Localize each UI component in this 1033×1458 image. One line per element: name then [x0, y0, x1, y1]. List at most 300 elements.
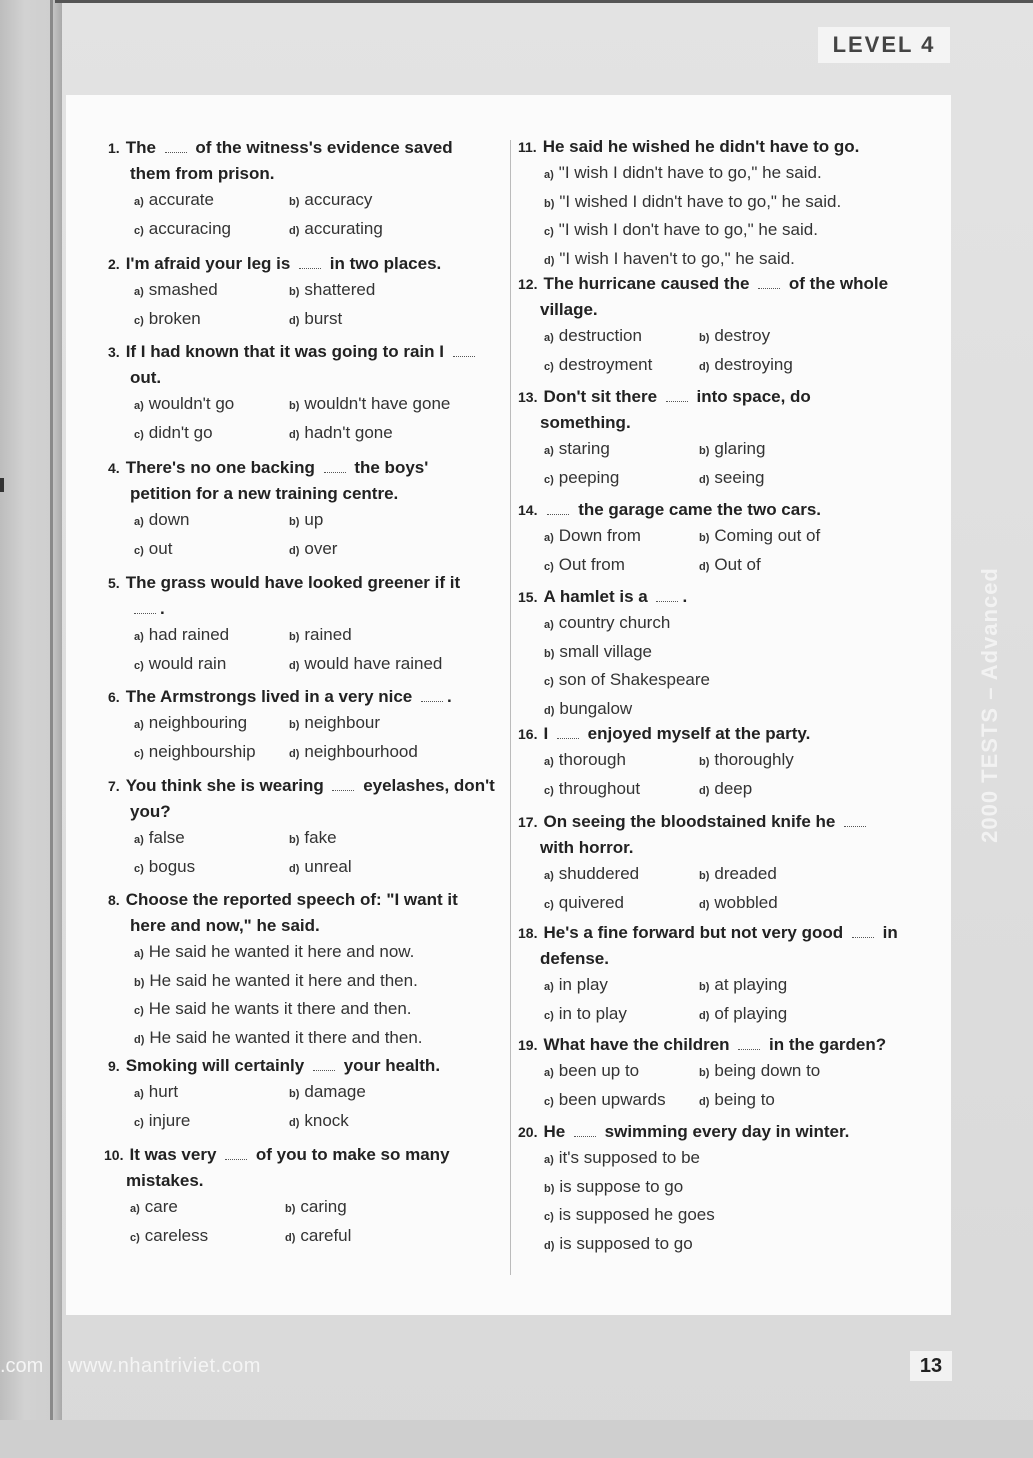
answer-option[interactable] [289, 420, 489, 449]
answer-option[interactable] [699, 747, 899, 776]
answer-option[interactable] [544, 552, 699, 581]
option-text: "I wished I didn't have to go," he said. [559, 191, 842, 211]
answer-blank [453, 346, 475, 357]
option-letter: c) [544, 1211, 554, 1223]
option-letter: b) [289, 631, 300, 643]
answer-option[interactable] [134, 1108, 289, 1137]
answer-option[interactable] [544, 352, 699, 381]
option-letter: b) [289, 286, 300, 298]
answer-option[interactable] [544, 1087, 699, 1116]
answer-options [518, 861, 899, 918]
answer-option[interactable] [134, 507, 289, 536]
option-letter: a) [134, 516, 144, 528]
option-letter: c) [134, 224, 144, 237]
option-letter: d) [699, 360, 710, 373]
answer-option[interactable] [134, 939, 494, 968]
question-stem-line [518, 809, 899, 835]
answer-options [518, 523, 899, 580]
option-text: thoroughly [714, 750, 794, 769]
option-text: wouldn't go [148, 394, 235, 413]
question-text: defense. [540, 949, 609, 968]
option-text: didn't go [148, 422, 213, 442]
option-text: out [148, 538, 173, 558]
option-letter: b) [289, 1088, 300, 1100]
option-text: accuracing [148, 218, 231, 238]
answer-option[interactable] [544, 160, 904, 189]
answer-option[interactable] [289, 216, 489, 245]
question-number: 16. [518, 726, 538, 742]
answer-option[interactable] [544, 1145, 904, 1174]
answer-blank [574, 1126, 596, 1137]
option-letter: b) [699, 532, 710, 544]
option-text: Out from [558, 554, 625, 574]
question-text: swimming every day in winter. [599, 1122, 850, 1141]
question-9 [108, 1053, 489, 1136]
option-text: up [304, 510, 324, 529]
question-number: 8. [108, 892, 120, 908]
option-letter: c) [134, 1005, 144, 1017]
question-text: He [543, 1122, 570, 1141]
answer-option[interactable] [699, 465, 899, 494]
answer-option[interactable] [289, 854, 489, 883]
footer-url[interactable]: www.nhantriviet.com [68, 1355, 261, 1377]
question-number: 19. [518, 1037, 538, 1053]
question-stem-line [108, 596, 489, 622]
answer-option[interactable] [285, 1223, 485, 1252]
option-text: down [148, 510, 190, 529]
answer-option[interactable] [544, 323, 699, 352]
option-letter: d) [134, 1033, 145, 1046]
answer-option[interactable] [134, 187, 289, 216]
option-letter: a) [544, 169, 554, 181]
question-stem-line [518, 584, 904, 610]
question-stem-line [518, 297, 899, 323]
option-text: had rained [148, 625, 230, 644]
question-number: 12. [518, 276, 538, 292]
answer-options [108, 710, 489, 767]
answer-option[interactable] [289, 391, 489, 420]
option-letter: d) [285, 1231, 296, 1244]
option-letter: d) [544, 254, 555, 267]
question-18 [518, 920, 899, 1029]
answer-option[interactable] [134, 622, 289, 651]
option-text: rained [304, 625, 352, 644]
question-text: in the garden? [764, 1035, 887, 1054]
option-text: injure [148, 1110, 191, 1130]
option-letter: a) [134, 286, 144, 298]
option-letter: a) [134, 400, 144, 412]
answer-option[interactable] [544, 1001, 699, 1030]
option-text: He said he wanted it there and then. [149, 1027, 423, 1047]
question-19 [518, 1032, 899, 1115]
answer-option[interactable] [544, 217, 904, 246]
answer-option[interactable] [134, 825, 289, 854]
answer-option[interactable] [544, 465, 699, 494]
answer-option[interactable] [699, 1001, 899, 1030]
answer-option[interactable] [134, 536, 289, 565]
question-stem-line [518, 946, 899, 972]
question-stem-line [518, 497, 899, 523]
option-text: been upwards [558, 1089, 666, 1109]
option-letter: a) [544, 1067, 554, 1079]
option-letter: c) [544, 898, 554, 911]
question-14 [518, 497, 899, 580]
option-letter: c) [134, 1116, 144, 1129]
question-text: here and now," he said. [130, 916, 320, 935]
answer-option[interactable] [134, 710, 289, 739]
question-number: 6. [108, 689, 120, 705]
question-stem-line [518, 721, 899, 747]
answer-option[interactable] [544, 436, 699, 465]
question-text: What have the children [543, 1035, 735, 1054]
option-letter: a) [544, 870, 554, 882]
question-1 [108, 135, 489, 244]
answer-option[interactable] [699, 552, 899, 581]
question-text: petition for a new training centre. [130, 484, 399, 503]
answer-option[interactable] [699, 776, 899, 805]
answer-blank [332, 780, 354, 791]
answer-option[interactable] [289, 306, 489, 335]
answer-option[interactable] [699, 972, 899, 1001]
option-letter: a) [134, 834, 144, 846]
footer-url-fragment: .com [0, 1355, 44, 1377]
question-stem-line [104, 1168, 485, 1194]
question-text: in two places. [325, 254, 442, 273]
question-stem-line [108, 455, 489, 481]
question-text: something. [540, 413, 631, 432]
answer-option[interactable] [699, 323, 899, 352]
answer-option[interactable] [289, 710, 489, 739]
answer-option[interactable] [544, 523, 699, 552]
question-text: If I had known that it was going to rain I [125, 342, 449, 361]
question-stem-line [518, 410, 899, 436]
option-letter: c) [544, 360, 554, 373]
answer-option[interactable] [134, 651, 289, 680]
answer-options [104, 1194, 485, 1251]
option-letter: c) [134, 314, 144, 327]
question-6 [108, 684, 489, 767]
answer-option[interactable] [544, 1231, 904, 1260]
option-letter: a) [134, 196, 144, 208]
option-letter: d) [699, 473, 710, 486]
question-text: The Armstrongs lived in a very nice [125, 687, 417, 706]
option-text: small village [559, 641, 652, 661]
question-number: 13. [518, 389, 538, 405]
question-stem-line [518, 835, 899, 861]
option-letter: b) [289, 719, 300, 731]
question-11 [518, 134, 904, 274]
question-number: 18. [518, 925, 538, 941]
answer-option[interactable] [544, 667, 904, 696]
option-text: Out of [714, 554, 761, 574]
option-text: been up to [558, 1061, 640, 1080]
option-letter: b) [544, 647, 555, 660]
answer-option[interactable] [699, 352, 899, 381]
question-text: He said he wished he didn't have to go. [542, 137, 860, 156]
question-stem-line [108, 251, 489, 277]
option-text: destroyment [558, 354, 653, 374]
question-text: You think she is wearing [125, 776, 329, 795]
question-text: It was very [129, 1145, 222, 1164]
question-number: 4. [108, 460, 120, 476]
question-number: 1. [108, 140, 120, 156]
option-text: care [144, 1197, 178, 1216]
answer-option[interactable] [134, 1079, 289, 1108]
answer-option[interactable] [289, 277, 489, 306]
answer-options [518, 1058, 899, 1115]
answer-blank [738, 1039, 760, 1050]
question-number: 17. [518, 814, 538, 830]
answer-option[interactable] [699, 1087, 899, 1116]
option-letter: a) [130, 1203, 140, 1215]
answer-blank [844, 816, 866, 827]
option-letter: b) [544, 197, 555, 210]
option-text: hadn't gone [304, 422, 393, 442]
option-text: it's supposed to be [558, 1148, 701, 1167]
option-text: son of Shakespeare [558, 670, 710, 689]
level-label: LEVEL 4 [818, 27, 950, 63]
question-stem-line [108, 1053, 489, 1079]
option-text: He said he wanted it here and now. [148, 942, 415, 961]
answer-option[interactable] [544, 610, 904, 639]
question-stem-line [108, 799, 495, 825]
answer-options [518, 1145, 904, 1259]
question-stem-line [518, 134, 904, 160]
answer-options [518, 972, 899, 1029]
option-text: fake [304, 828, 337, 847]
question-text: of you to make so many [251, 1145, 450, 1164]
option-letter: c) [134, 747, 144, 760]
answer-option[interactable] [544, 639, 904, 668]
answer-option[interactable] [134, 306, 289, 335]
question-number: 10. [104, 1147, 124, 1163]
option-letter: c) [130, 1231, 140, 1244]
question-stem-line [108, 913, 494, 939]
question-12 [518, 271, 899, 380]
answer-options [108, 622, 489, 679]
answer-option[interactable] [289, 825, 489, 854]
question-text: them from prison. [130, 164, 275, 183]
answer-option[interactable] [544, 890, 699, 919]
option-text: would rain [148, 653, 227, 673]
answer-option[interactable] [699, 890, 899, 919]
answer-option[interactable] [134, 216, 289, 245]
answer-option[interactable] [544, 1174, 904, 1203]
answer-option[interactable] [289, 739, 489, 768]
answer-options [108, 939, 494, 1053]
answer-option[interactable] [544, 747, 699, 776]
answer-options [518, 610, 904, 724]
question-stem-line [518, 384, 899, 410]
answer-blank [421, 691, 443, 702]
answer-option[interactable] [285, 1194, 485, 1223]
question-number: 20. [518, 1124, 538, 1140]
option-text: "I wish I didn't have to go," he said. [558, 163, 822, 182]
option-letter: c) [544, 226, 554, 238]
answer-option[interactable] [134, 968, 494, 997]
question-number: 9. [108, 1058, 120, 1074]
option-text: wobbled [714, 892, 778, 912]
question-stem-line [108, 481, 489, 507]
answer-blank [758, 278, 780, 289]
answer-option[interactable] [699, 436, 899, 465]
option-text: bogus [148, 856, 196, 876]
question-17 [518, 809, 899, 918]
question-stem-line [108, 365, 489, 391]
option-text: broken [148, 308, 201, 328]
answer-option[interactable] [289, 1079, 489, 1108]
option-text: being down to [714, 1061, 821, 1080]
answer-option[interactable] [289, 187, 489, 216]
question-number: 7. [108, 778, 120, 794]
option-text: accuracy [304, 190, 373, 209]
question-stem-line [518, 1032, 899, 1058]
option-text: seeing [714, 467, 765, 487]
option-letter: b) [134, 976, 145, 989]
question-20 [518, 1119, 904, 1259]
answer-option[interactable] [289, 651, 489, 680]
option-text: He said he wants it there and then. [148, 999, 412, 1018]
answer-option[interactable] [699, 861, 899, 890]
answer-blank [225, 1149, 247, 1160]
question-text: The hurricane caused the [543, 274, 755, 293]
option-text: dreaded [714, 864, 777, 883]
answer-option[interactable] [134, 391, 289, 420]
answer-option[interactable] [544, 972, 699, 1001]
option-letter: d) [544, 1239, 555, 1252]
answer-option[interactable] [699, 523, 899, 552]
option-text: wouldn't have gone [304, 394, 451, 413]
question-stem-line [108, 887, 494, 913]
answer-options [518, 747, 899, 804]
option-text: is suppose to go [559, 1176, 684, 1196]
answer-option[interactable] [544, 861, 699, 890]
option-text: shattered [304, 280, 376, 299]
question-text: . [447, 687, 452, 706]
answer-option[interactable] [544, 776, 699, 805]
option-text: in play [558, 975, 608, 994]
question-text: On seeing the bloodstained knife he [543, 812, 841, 831]
option-letter: a) [134, 631, 144, 643]
question-text: you? [130, 802, 171, 821]
answer-blank [324, 462, 346, 473]
answer-option[interactable] [130, 1223, 285, 1252]
option-text: careful [300, 1225, 352, 1245]
option-text: unreal [304, 856, 352, 876]
question-text: Smoking will certainly [125, 1056, 309, 1075]
question-text: The grass would have looked greener if it [125, 573, 461, 592]
question-4 [108, 455, 489, 564]
option-letter: a) [544, 332, 554, 344]
option-letter: d) [289, 428, 300, 441]
answer-option[interactable] [544, 696, 904, 725]
question-text: out. [130, 368, 162, 387]
option-letter: c) [544, 1095, 554, 1108]
answer-options [518, 436, 899, 493]
page-number: 13 [910, 1351, 952, 1381]
answer-option[interactable] [134, 854, 289, 883]
question-text: enjoyed myself at the party. [582, 724, 811, 743]
question-stem-line [108, 684, 489, 710]
option-letter: a) [544, 756, 554, 768]
option-text: "I wish I don't have to go," he said. [558, 220, 818, 239]
question-3 [108, 339, 489, 448]
option-letter: d) [699, 1095, 710, 1108]
answer-option[interactable] [544, 246, 904, 275]
option-text: staring [558, 439, 610, 458]
answer-option[interactable] [544, 1202, 904, 1231]
option-letter: b) [699, 445, 710, 457]
option-text: destruction [558, 326, 642, 345]
option-text: neighbourship [148, 741, 256, 761]
option-letter: a) [544, 1154, 554, 1166]
option-text: deep [714, 778, 753, 798]
bottom-strip [0, 1420, 1033, 1458]
question-text: A hamlet is a [543, 587, 653, 606]
answer-blank [299, 258, 321, 269]
answer-options [108, 391, 489, 448]
question-stem-line [108, 161, 489, 187]
answer-option[interactable] [134, 277, 289, 306]
question-number: 14. [518, 502, 538, 518]
answer-blank [852, 927, 874, 938]
question-10 [104, 1142, 485, 1251]
option-letter: a) [544, 532, 554, 544]
answer-option[interactable] [134, 420, 289, 449]
option-letter: d) [699, 560, 710, 573]
option-letter: d) [699, 1009, 710, 1022]
question-number: 2. [108, 256, 120, 272]
answer-option[interactable] [134, 1025, 494, 1054]
option-text: careless [144, 1225, 209, 1245]
answer-option[interactable] [699, 1058, 899, 1087]
answer-option[interactable] [134, 996, 494, 1025]
option-letter: b) [699, 870, 710, 882]
option-letter: d) [544, 704, 555, 717]
question-text: into space, do [691, 387, 811, 406]
answer-option[interactable] [289, 622, 489, 651]
answer-option[interactable] [289, 1108, 489, 1137]
question-5 [108, 570, 489, 679]
question-number: 3. [108, 344, 120, 360]
option-text: destroying [714, 354, 793, 374]
option-text: peeping [558, 467, 620, 487]
option-text: bungalow [559, 698, 633, 718]
option-letter: b) [289, 834, 300, 846]
option-letter: d) [289, 314, 300, 327]
option-text: destroy [714, 326, 771, 345]
question-number: 15. [518, 589, 538, 605]
question-text: . [160, 599, 165, 618]
answer-option[interactable] [134, 739, 289, 768]
option-text: glaring [714, 439, 766, 458]
answer-option[interactable] [130, 1194, 285, 1223]
option-letter: b) [699, 756, 710, 768]
answer-option[interactable] [544, 189, 904, 218]
question-text: I'm afraid your leg is [125, 254, 296, 273]
option-text: Coming out of [714, 526, 821, 545]
option-text: false [148, 828, 185, 847]
answer-option[interactable] [289, 507, 489, 536]
option-text: would have rained [304, 653, 443, 673]
question-text: in [877, 923, 898, 942]
answer-option[interactable] [544, 1058, 699, 1087]
question-stem-line [108, 773, 495, 799]
answer-option[interactable] [289, 536, 489, 565]
answer-options [108, 507, 489, 564]
answer-blank [313, 1060, 335, 1071]
question-text: He's a fine forward but not very good [543, 923, 848, 942]
